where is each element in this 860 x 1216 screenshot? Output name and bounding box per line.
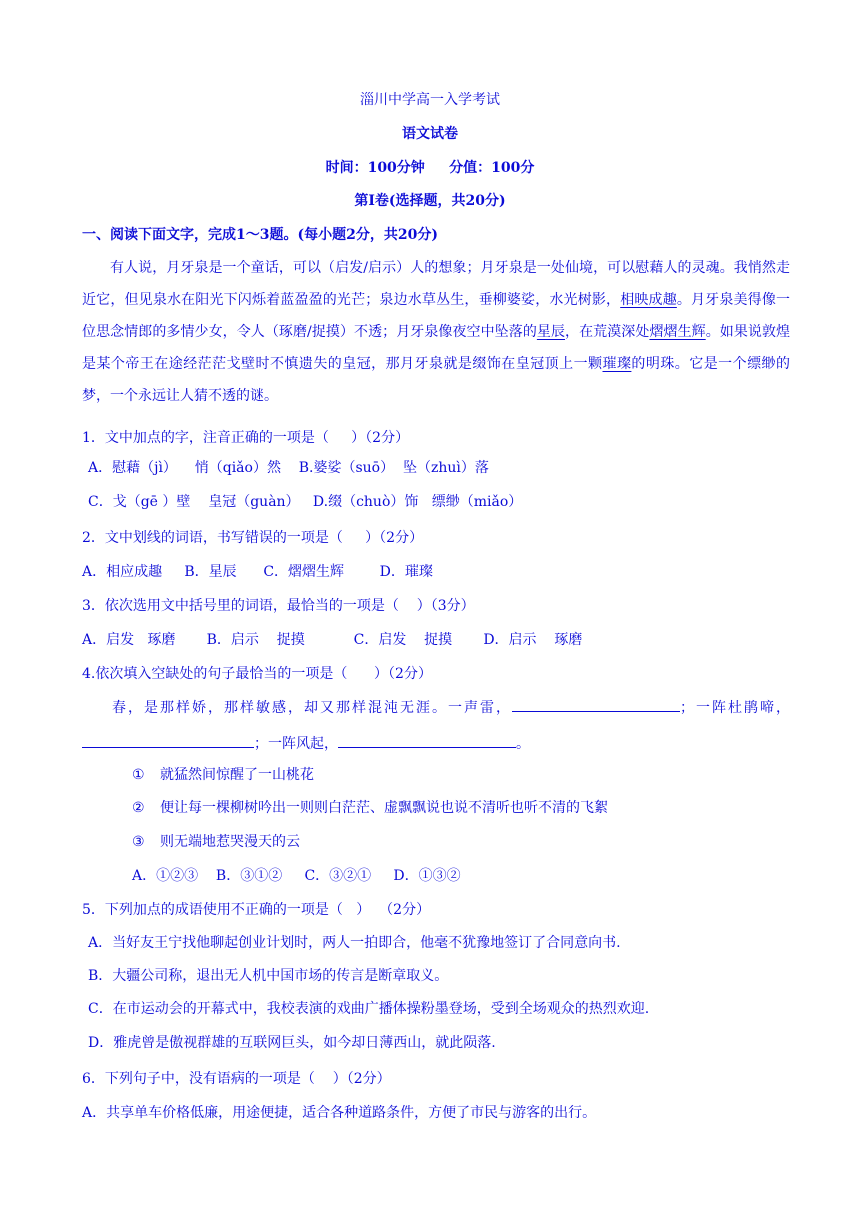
- passage-part-c: ，在荒漠深处: [565, 324, 650, 340]
- q2-options: A．相应成趣 B．星辰 C．熠熠生辉 D．璀璨: [82, 564, 433, 580]
- item-text: 便让每一棵柳树吟出一则则白茫茫、虚飘飘说也说不清听也听不清的飞絮: [160, 800, 608, 816]
- q4-text-d: 。: [516, 736, 530, 752]
- school-title: 淄川中学高一入学考试: [360, 92, 500, 108]
- passage-part-a: 有人说，月牙泉是一个童话，可以（启发/启示）人的想象；月牙泉是一处仙境，可以慰藉人的灵魂。我悄然走近它，但见泉水在阳光下闪烁着蓝盈盈的光芒；泉边水草丛生，垂柳婆娑，水光树影，: [82, 260, 790, 308]
- passage-part-d: 。如果说敦煌是某个帝王在途经茫茫戈壁时不慎遗失的皇冠，那月牙泉就是缀饰在皇冠顶上一颗: [82, 324, 791, 372]
- q4-passage: [82, 690, 790, 762]
- subject-title: 语文试卷: [402, 126, 458, 142]
- item-number: ①: [132, 767, 145, 783]
- part-title: 第Ⅰ卷(选择题，共20分): [354, 193, 506, 209]
- time-score: 时间：100分钟 分值：100分: [325, 160, 535, 176]
- q6-stem: 6．下列句子中，没有语病的一项是（ ）（2分）: [82, 1071, 391, 1087]
- q6-option-a: A．共享单车价格低廉，用途便捷，适合各种道路条件，方便了市民与游客的出行。: [82, 1105, 597, 1121]
- blank-3: [338, 732, 516, 748]
- blank-2: [82, 732, 254, 748]
- item-text: 则无端地惹哭漫天的云: [160, 834, 300, 850]
- underlined-word-1: 相映成趣: [620, 292, 677, 308]
- q4-text-a: 春，是那样娇，那样敏感，却又那样混沌无涯。一声雷，: [110, 700, 512, 716]
- underlined-word-2: 星辰: [536, 324, 566, 340]
- q5-option-a: A．当好友王宁找他聊起创业计划时，两人一拍即合，他毫不犹豫地签订了合同意向书.: [88, 935, 621, 951]
- q4-item-3: [132, 832, 300, 852]
- q4-stem: 4.依次填入空缺处的句子最恰当的一项是（ ）（2分）: [82, 666, 432, 682]
- q3-options: A．启发 琢磨 B．启示 捉摸 C．启发 捉摸 D．启示 琢磨: [82, 632, 583, 648]
- passage-part-b: 。月牙泉美得像一位思念情郎的多情少女，令人（琢磨/捉摸）不透；月牙泉像夜空中坠落的: [82, 292, 791, 340]
- passage-part-e: 的明珠。它是一个缥缈的梦，一个永远让人猜不透的谜。: [82, 356, 791, 404]
- q4-item-2: [132, 798, 608, 818]
- q4-text-b: ；一阵杜鹃啼，: [680, 700, 790, 716]
- q4-item-1: [132, 765, 314, 785]
- underlined-word-4: 璀璨: [602, 356, 632, 372]
- q5-option-c: C．在市运动会的开幕式中，我校表演的戏曲广播体操粉墨登场，受到全场观众的热烈欢迎.: [88, 1001, 650, 1017]
- item-number: ③: [132, 834, 145, 850]
- q5-option-b: B．大疆公司称，退出无人机中国市场的传言是断章取义。: [88, 968, 449, 984]
- q1-options-row1: A．慰藉（jì） 悄（qiǎo）然 B.婆娑（suō） 坠（zhuì）落: [88, 460, 489, 476]
- q5-option-d: D．雅虎曾是傲视群雄的互联网巨头，如今却日薄西山，就此陨落.: [88, 1035, 496, 1051]
- section1-title: 一、阅读下面文字，完成1～3题。(每小题2分，共20分): [82, 227, 438, 243]
- reading-passage: [82, 252, 790, 412]
- item-text: 就猛然间惊醒了一山桃花: [160, 767, 314, 783]
- q2-stem: 2．文中划线的词语，书写错误的一项是（ ）（2分）: [82, 530, 424, 546]
- q1-stem: 1．文中加点的字，注音正确的一项是（ ）（2分）: [82, 430, 410, 446]
- q5-stem: 5．下列加点的成语使用不正确的一项是（ ） （2分）: [82, 902, 431, 918]
- item-number: ②: [132, 800, 145, 816]
- underlined-word-3: 熠熠生辉: [649, 324, 706, 340]
- q4-text-c: ；一阵风起，: [254, 736, 338, 752]
- q1-options-row2: C．戈（gē ）壁 皇冠（guàn） D.缀（chuò）饰 缥缈（miǎo）: [88, 494, 523, 510]
- blank-1: [512, 696, 680, 712]
- q4-options: A．①②③ B．③①② C．③②① D．①③②: [132, 868, 461, 884]
- q3-stem: 3．依次选用文中括号里的词语，最恰当的一项是（ ）（3分）: [82, 598, 475, 614]
